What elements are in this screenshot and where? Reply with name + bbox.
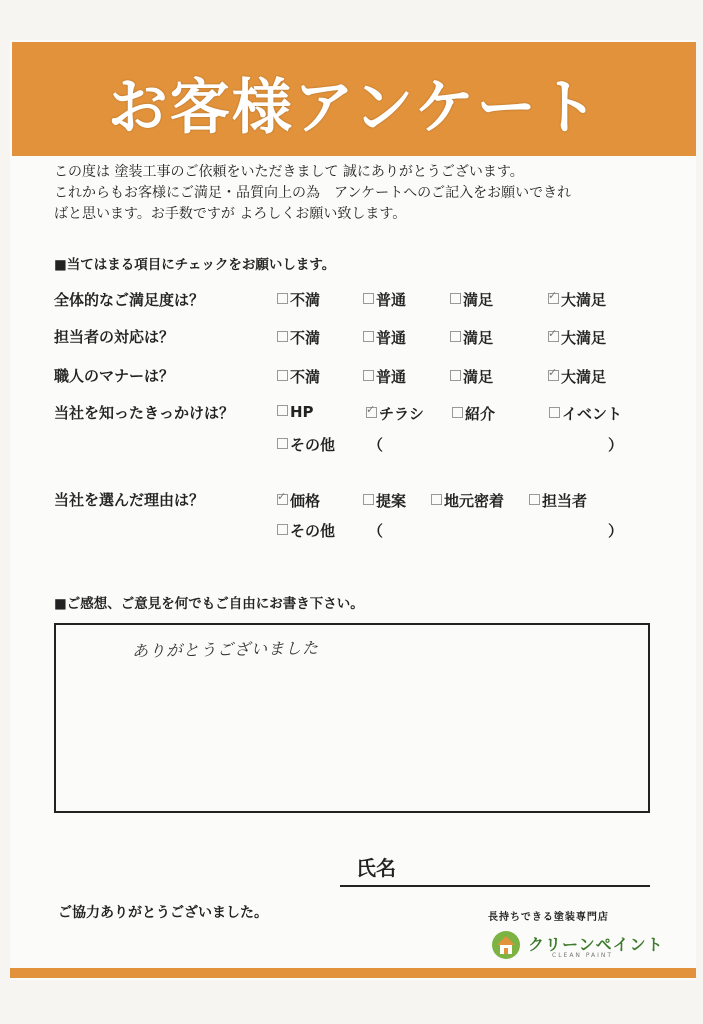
paren-open: （ bbox=[368, 436, 384, 454]
intro-line-2: これからもお客様にご満足・品質向上の為 アンケートへのご記入をお願いできれ bbox=[54, 185, 572, 201]
option-checkbox[interactable] bbox=[363, 289, 406, 310]
option-checkbox[interactable] bbox=[431, 490, 504, 511]
option-label: 大満足 bbox=[561, 329, 607, 347]
option-checkbox[interactable] bbox=[277, 434, 335, 455]
option-label: 普通 bbox=[376, 291, 407, 309]
name-label: 氏名 bbox=[356, 856, 396, 880]
option-checkbox[interactable] bbox=[277, 327, 320, 348]
option-label: 不満 bbox=[290, 291, 321, 309]
checkbox-icon[interactable] bbox=[363, 293, 374, 304]
checkbox-icon[interactable] bbox=[277, 293, 288, 304]
page-title: お客様アンケート bbox=[107, 73, 601, 143]
checkbox-icon[interactable] bbox=[363, 494, 374, 505]
option-checkbox[interactable] bbox=[277, 366, 320, 387]
footer-bar bbox=[10, 968, 696, 978]
checkbox-icon[interactable] bbox=[363, 370, 374, 381]
option-label: その他 bbox=[290, 436, 336, 454]
company-tagline: 長持ちできる塗装専門店 bbox=[488, 912, 609, 923]
question-label-satisfaction: 全体的なご満足度は？ bbox=[54, 291, 205, 309]
option-label: 価格 bbox=[290, 492, 321, 510]
comment-textarea[interactable] bbox=[54, 623, 650, 813]
checkbox-icon[interactable] bbox=[277, 494, 288, 505]
question-label-staff: 担当者の対応は？ bbox=[54, 328, 175, 346]
option-checkbox[interactable] bbox=[363, 327, 406, 348]
option-label: 不満 bbox=[290, 329, 321, 347]
checkbox-icon[interactable] bbox=[363, 331, 374, 342]
option-label: イベント bbox=[562, 405, 623, 423]
company-logo bbox=[490, 928, 670, 964]
option-label: 地元密着 bbox=[444, 492, 505, 510]
option-label: 不満 bbox=[290, 368, 321, 386]
checkbox-icon[interactable] bbox=[548, 370, 559, 381]
option-checkbox[interactable] bbox=[529, 490, 587, 511]
checkbox-icon[interactable] bbox=[277, 438, 288, 449]
question-label-source: 当社を知ったきっかけは？ bbox=[54, 404, 235, 422]
option-label: 満足 bbox=[463, 329, 494, 347]
logo-subtext: CLEAN PAINT bbox=[552, 952, 614, 959]
option-checkbox[interactable] bbox=[277, 289, 320, 310]
option-checkbox[interactable] bbox=[452, 403, 495, 424]
option-label: 提案 bbox=[376, 492, 407, 510]
checkbox-icon[interactable] bbox=[548, 331, 559, 342]
checkbox-icon[interactable] bbox=[277, 524, 288, 535]
option-label: その他 bbox=[290, 522, 336, 540]
logo-text: クリーンペイント bbox=[528, 935, 664, 954]
intro-line-3: ばと思います。お手数ですが よろしくお願い致します。 bbox=[54, 206, 407, 222]
option-label: 普通 bbox=[376, 329, 407, 347]
option-checkbox[interactable] bbox=[549, 403, 622, 424]
thanks-text: ご協力ありがとうございました。 bbox=[58, 905, 268, 921]
checkbox-icon[interactable] bbox=[431, 494, 442, 505]
intro-line-1: この度は 塗装工事のご依頼をいただきまして 誠にありがとうございます。 bbox=[54, 164, 524, 180]
question-label-manners: 職人のマナーは？ bbox=[54, 367, 175, 385]
option-checkbox[interactable] bbox=[277, 490, 320, 511]
option-checkbox[interactable] bbox=[450, 366, 493, 387]
option-checkbox[interactable] bbox=[277, 403, 314, 421]
house-paint-icon bbox=[490, 928, 522, 960]
checkbox-icon[interactable] bbox=[366, 407, 377, 418]
checks-heading: ■当てはまる項目にチェックをお願いします。 bbox=[54, 257, 336, 273]
handwritten-comment: ありがとうございました bbox=[131, 638, 320, 661]
option-checkbox[interactable] bbox=[366, 403, 424, 424]
checkbox-icon[interactable] bbox=[548, 293, 559, 304]
option-checkbox[interactable] bbox=[548, 366, 606, 387]
option-checkbox[interactable] bbox=[548, 327, 606, 348]
option-checkbox[interactable] bbox=[450, 327, 493, 348]
header-banner bbox=[12, 42, 696, 156]
name-field[interactable] bbox=[340, 885, 650, 887]
option-label: HP bbox=[290, 403, 314, 421]
checkbox-icon[interactable] bbox=[277, 405, 288, 416]
checkbox-icon[interactable] bbox=[452, 407, 463, 418]
paren-close: ） bbox=[608, 436, 624, 454]
option-label: 満足 bbox=[463, 368, 494, 386]
option-label: 担当者 bbox=[542, 492, 588, 510]
checkbox-icon[interactable] bbox=[529, 494, 540, 505]
paren-close: ） bbox=[608, 522, 624, 540]
option-label: 大満足 bbox=[561, 291, 607, 309]
question-label-reason: 当社を選んだ理由は？ bbox=[54, 491, 205, 509]
option-label: 紹介 bbox=[465, 405, 496, 423]
option-label: 普通 bbox=[376, 368, 407, 386]
checkbox-icon[interactable] bbox=[450, 331, 461, 342]
option-checkbox[interactable] bbox=[548, 289, 606, 310]
checkbox-icon[interactable] bbox=[549, 407, 560, 418]
paren-open: （ bbox=[368, 522, 384, 540]
option-checkbox[interactable] bbox=[277, 520, 335, 541]
checkbox-icon[interactable] bbox=[277, 331, 288, 342]
option-label: 満足 bbox=[463, 291, 494, 309]
option-checkbox[interactable] bbox=[363, 490, 406, 511]
intro-text bbox=[54, 162, 674, 225]
option-checkbox[interactable] bbox=[363, 366, 406, 387]
option-label: 大満足 bbox=[561, 368, 607, 386]
option-label: チラシ bbox=[379, 405, 425, 423]
comment-heading: ■ご感想、ご意見を何でもご自由にお書き下さい。 bbox=[54, 596, 364, 612]
checkbox-icon[interactable] bbox=[450, 370, 461, 381]
checkbox-icon[interactable] bbox=[277, 370, 288, 381]
option-checkbox[interactable] bbox=[450, 289, 493, 310]
checkbox-icon[interactable] bbox=[450, 293, 461, 304]
